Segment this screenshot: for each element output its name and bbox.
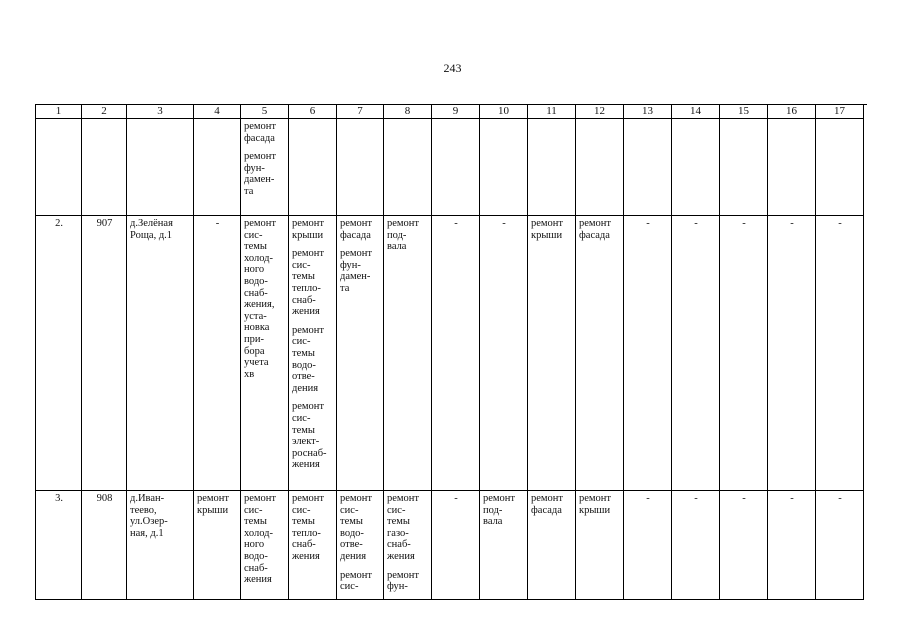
cell-entry: ремонт фасада <box>340 218 373 241</box>
table-cell <box>127 119 194 216</box>
table-cell <box>36 491 82 600</box>
cell-entry: ремонт крыши <box>531 218 564 241</box>
cell-entry: ремонт под- вала <box>387 218 420 253</box>
table-cell <box>241 216 289 491</box>
cell-entry: - <box>790 218 794 229</box>
table-cell <box>528 216 576 491</box>
column-header-9: 9 <box>432 105 480 119</box>
table-cell <box>576 491 624 600</box>
cell-entry: - <box>742 218 746 229</box>
table-cell <box>36 119 82 216</box>
cell-entry: ремонт фасада <box>244 121 277 144</box>
column-header-5: 5 <box>241 105 289 119</box>
table-cell <box>194 216 241 491</box>
table-cell <box>624 216 672 491</box>
cell-entry: д.Иван- теево, ул.Озер- ная, д.1 <box>130 493 168 539</box>
table-cell <box>127 491 194 600</box>
table-cell <box>768 119 816 216</box>
table-cell <box>768 491 816 600</box>
cell-entry: - <box>694 493 698 504</box>
cell-entry: ремонт сис- темы теплo- снаб- жения <box>292 248 325 318</box>
table-cell <box>816 119 864 216</box>
cell-entry: ремонт под- вала <box>483 493 516 528</box>
column-header-16: 16 <box>768 105 816 119</box>
table-cell <box>720 216 768 491</box>
cell-entry: 908 <box>96 493 113 504</box>
column-header-15: 15 <box>720 105 768 119</box>
table-cell <box>624 491 672 600</box>
column-header-1: 1 <box>36 105 82 119</box>
page-number: 243 <box>443 61 462 75</box>
cell-entry: ремонт фун- дамен- та <box>340 248 373 294</box>
table-cell <box>82 119 127 216</box>
cell-entry: 2. <box>55 218 63 229</box>
table-cell <box>624 119 672 216</box>
cell-entry: - <box>454 493 458 504</box>
table-cell <box>432 119 480 216</box>
table-cell <box>82 216 127 491</box>
works-table <box>35 104 867 600</box>
column-header-8: 8 <box>384 105 432 119</box>
cell-entry: ремонт сис- темы холод- ного водо- снаб- жения, уста- новка при- бора учета хв <box>244 218 277 380</box>
cell-entry: 3. <box>55 493 63 504</box>
column-header-12: 12 <box>576 105 624 119</box>
cell-entry: - <box>742 493 746 504</box>
cell-entry: 907 <box>96 218 113 229</box>
table-cell <box>241 491 289 600</box>
table-cell <box>384 119 432 216</box>
table-cell <box>36 216 82 491</box>
table-cell <box>337 216 384 491</box>
cell-entry: ремонт крыши <box>579 493 612 516</box>
table-cell <box>480 216 528 491</box>
table-cell <box>194 119 241 216</box>
cell-entry: - <box>646 218 650 229</box>
cell-entry: ремонт фун- <box>387 569 420 593</box>
column-header-14: 14 <box>672 105 720 119</box>
column-header-6: 6 <box>289 105 337 119</box>
cell-entry: - <box>838 218 842 229</box>
cell-entry: - <box>502 218 506 229</box>
cell-entry: - <box>694 218 698 229</box>
table-cell <box>576 216 624 491</box>
table-cell <box>432 491 480 600</box>
table-cell <box>82 491 127 600</box>
table-cell <box>241 119 289 216</box>
table-cell <box>289 216 337 491</box>
table-cell <box>194 491 241 600</box>
cell-entry: ремонт сис- темы газо- снаб- жения <box>387 493 420 562</box>
cell-entry: ремонт сис- темы водо- отве- дения <box>340 493 373 562</box>
table-cell <box>816 491 864 600</box>
cell-entry: ремонт крыши <box>292 218 325 241</box>
cell-entry: ремонт фун- дамен- та <box>244 151 277 197</box>
cell-entry: ремонт крыши <box>197 493 230 516</box>
column-header-2: 2 <box>82 105 127 119</box>
table-cell <box>337 119 384 216</box>
cell-entry: ремонт сис- темы водо- отве- дения <box>292 324 325 394</box>
cell-entry: ремонт сис- темы элект- роснаб- жения <box>292 401 327 471</box>
table-cell <box>384 491 432 600</box>
column-header-11: 11 <box>528 105 576 119</box>
column-header-7: 7 <box>337 105 384 119</box>
table-cell <box>672 491 720 600</box>
cell-entry: - <box>215 218 220 229</box>
cell-entry: ремонт фасада <box>531 493 564 516</box>
cell-entry: ремонт фасада <box>579 218 612 241</box>
column-header-10: 10 <box>480 105 528 119</box>
cell-entry: - <box>790 493 794 504</box>
column-header-4: 4 <box>194 105 241 119</box>
column-header-17: 17 <box>816 105 864 119</box>
table-cell <box>384 216 432 491</box>
table-cell <box>672 216 720 491</box>
table-cell <box>289 491 337 600</box>
table-cell <box>127 216 194 491</box>
cell-entry: - <box>646 493 650 504</box>
table-cell <box>672 119 720 216</box>
table-cell <box>528 491 576 600</box>
cell-entry: ремонт сис- темы тепло- снаб- жения <box>292 493 325 562</box>
table-cell <box>720 491 768 600</box>
table-cell <box>480 491 528 600</box>
cell-entry: - <box>454 218 458 229</box>
cell-entry: ремонт сис- <box>340 569 373 593</box>
table-cell <box>480 119 528 216</box>
cell-entry: - <box>838 493 842 504</box>
table-cell <box>528 119 576 216</box>
cell-entry: д.Зелёная Роща, д.1 <box>130 218 173 241</box>
column-header-3: 3 <box>127 105 194 119</box>
table-cell <box>432 216 480 491</box>
column-header-13: 13 <box>624 105 672 119</box>
table-cell <box>289 119 337 216</box>
cell-entry: ремонт сис- темы холод- ного водо- снаб- жения <box>244 493 277 586</box>
table-cell <box>816 216 864 491</box>
table-cell <box>720 119 768 216</box>
table-cell <box>337 491 384 600</box>
table-cell <box>576 119 624 216</box>
table-cell <box>768 216 816 491</box>
